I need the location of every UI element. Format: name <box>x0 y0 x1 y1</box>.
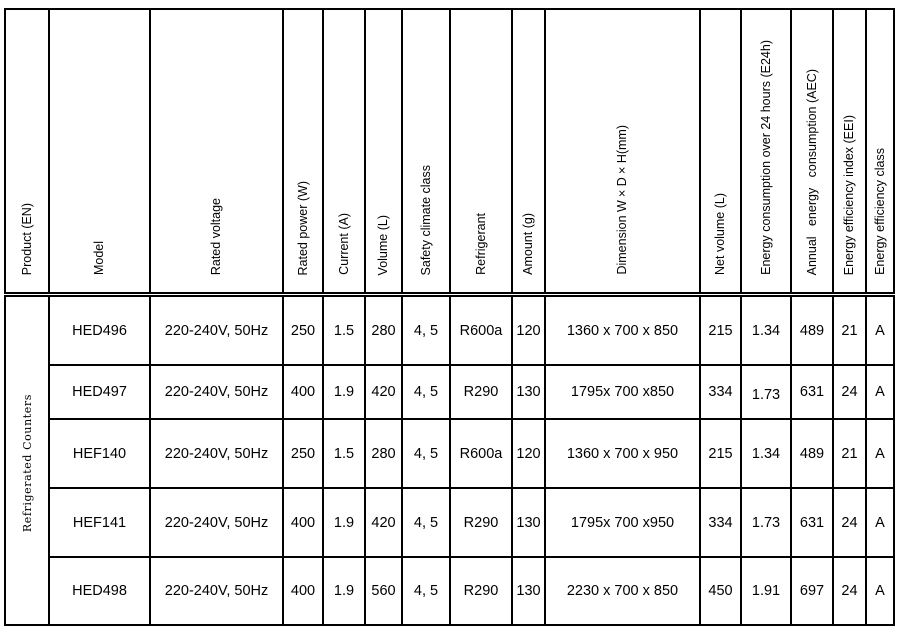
header-amount-label: Amount (g) <box>521 213 535 275</box>
header-dimension <box>545 9 700 295</box>
header-net-volume-label: Net volume (L) <box>713 193 727 275</box>
cell-net-volume: 215 <box>700 295 741 366</box>
cell-safety-climate-class: 4, 5 <box>402 365 450 419</box>
table-row <box>5 488 894 557</box>
cell-net-volume: 334 <box>700 365 741 419</box>
cell-volume: 280 <box>365 419 402 488</box>
cell-rated-voltage: 220-240V, 50Hz <box>150 295 283 366</box>
cell-aec: 631 <box>791 365 833 419</box>
product-group-label: Refrigerated Counters <box>20 393 34 533</box>
cell-energy-24h: 1.91 <box>741 557 791 625</box>
header-volume <box>365 9 402 295</box>
cell-volume: 560 <box>365 557 402 625</box>
cell-aec: 489 <box>791 295 833 366</box>
cell-safety-climate-class: 4, 5 <box>402 295 450 366</box>
cell-rated-power: 250 <box>283 419 323 488</box>
header-product-label: Product (EN) <box>19 202 34 275</box>
cell-energy-24h: 1.34 <box>741 419 791 488</box>
header-aec-label: Annual energy consumption (AEC) <box>804 68 819 275</box>
cell-eei: 21 <box>833 295 866 366</box>
cell-refrigerant: R290 <box>450 488 512 557</box>
cell-dimension: 1795x 700 x850 <box>545 365 700 419</box>
header-energy-24h-label: Energy consumption over 24 hours (E24h) <box>758 40 773 275</box>
header-rated-power <box>283 9 323 295</box>
header-row <box>5 9 894 295</box>
cell-amount: 120 <box>512 295 545 366</box>
cell-aec: 489 <box>791 419 833 488</box>
cell-current: 1.9 <box>323 557 365 625</box>
cell-refrigerant: R600a <box>450 295 512 366</box>
cell-volume: 280 <box>365 295 402 366</box>
cell-efficiency-class: A <box>866 419 894 488</box>
cell-dimension: 1360 x 700 x 950 <box>545 419 700 488</box>
cell-volume: 420 <box>365 488 402 557</box>
cell-rated-voltage: 220-240V, 50Hz <box>150 488 283 557</box>
cell-rated-power: 400 <box>283 365 323 419</box>
header-refrigerant-label: Refrigerant <box>473 213 488 275</box>
cell-rated-voltage: 220-240V, 50Hz <box>150 557 283 625</box>
table-row <box>5 557 894 625</box>
cell-dimension: 2230 x 700 x 850 <box>545 557 700 625</box>
cell-safety-climate-class: 4, 5 <box>402 488 450 557</box>
cell-dimension: 1795x 700 x950 <box>545 488 700 557</box>
cell-safety-climate-class: 4, 5 <box>402 557 450 625</box>
cell-current: 1.9 <box>323 488 365 557</box>
cell-aec: 631 <box>791 488 833 557</box>
cell-eei: 24 <box>833 488 866 557</box>
cell-eei: 24 <box>833 365 866 419</box>
header-amount <box>512 9 545 295</box>
cell-efficiency-class: A <box>866 365 894 419</box>
product-group-cell <box>5 295 49 626</box>
cell-current: 1.9 <box>323 365 365 419</box>
cell-eei: 21 <box>833 419 866 488</box>
cell-refrigerant: R290 <box>450 557 512 625</box>
header-volume-label: Volume (L) <box>376 214 390 275</box>
cell-efficiency-class: A <box>866 557 894 625</box>
cell-rated-voltage: 220-240V, 50Hz <box>150 419 283 488</box>
cell-amount: 120 <box>512 419 545 488</box>
table-row <box>5 419 894 488</box>
header-current <box>323 9 365 295</box>
cell-energy-24h: 1.73 <box>741 488 791 557</box>
header-efficiency-class <box>866 9 894 295</box>
spec-table-container <box>4 8 895 626</box>
cell-refrigerant: R290 <box>450 365 512 419</box>
header-model-label: Model <box>92 240 106 275</box>
cell-eei: 24 <box>833 557 866 625</box>
table-row <box>5 365 894 419</box>
cell-rated-power: 400 <box>283 557 323 625</box>
cell-rated-power: 250 <box>283 295 323 366</box>
header-model <box>49 9 150 295</box>
cell-volume: 420 <box>365 365 402 419</box>
cell-current: 1.5 <box>323 419 365 488</box>
header-rated-voltage <box>150 9 283 295</box>
product-spec-table <box>4 8 895 626</box>
cell-efficiency-class: A <box>866 295 894 366</box>
header-energy-24h <box>741 9 791 295</box>
header-refrigerant <box>450 9 512 295</box>
header-aec <box>791 9 833 295</box>
header-current-label: Current (A) <box>336 213 351 275</box>
cell-aec: 697 <box>791 557 833 625</box>
cell-model: HEF141 <box>49 488 150 557</box>
cell-amount: 130 <box>512 557 545 625</box>
header-efficiency-class-label: Energy efficiency class <box>872 148 887 275</box>
header-safety-climate-class <box>402 9 450 295</box>
cell-net-volume: 215 <box>700 419 741 488</box>
header-rated-power-label: Rated power (W) <box>295 180 310 275</box>
cell-net-volume: 334 <box>700 488 741 557</box>
cell-model: HED496 <box>49 295 150 366</box>
cell-dimension: 1360 x 700 x 850 <box>545 295 700 366</box>
cell-model: HED498 <box>49 557 150 625</box>
cell-rated-voltage: 220-240V, 50Hz <box>150 365 283 419</box>
cell-net-volume: 450 <box>700 557 741 625</box>
header-eei <box>833 9 866 295</box>
cell-refrigerant: R600a <box>450 419 512 488</box>
cell-efficiency-class: A <box>866 488 894 557</box>
cell-model: HED497 <box>49 365 150 419</box>
header-rated-voltage-label: Rated voltage <box>209 197 223 275</box>
cell-rated-power: 400 <box>283 488 323 557</box>
cell-current: 1.5 <box>323 295 365 366</box>
header-dimension-label: Dimension W×D×H(mm) <box>615 125 629 275</box>
header-net-volume <box>700 9 741 295</box>
cell-amount: 130 <box>512 488 545 557</box>
cell-energy-24h: 1.34 <box>741 295 791 366</box>
table-row <box>5 295 894 366</box>
cell-model: HEF140 <box>49 419 150 488</box>
cell-safety-climate-class: 4, 5 <box>402 419 450 488</box>
cell-amount: 130 <box>512 365 545 419</box>
header-eei-label: Energy efficiency index (EEI) <box>842 114 856 275</box>
cell-energy-24h: 1.73 <box>741 365 791 419</box>
header-product <box>5 9 49 295</box>
header-safety-climate-class-label: Safety climate class <box>418 164 433 275</box>
